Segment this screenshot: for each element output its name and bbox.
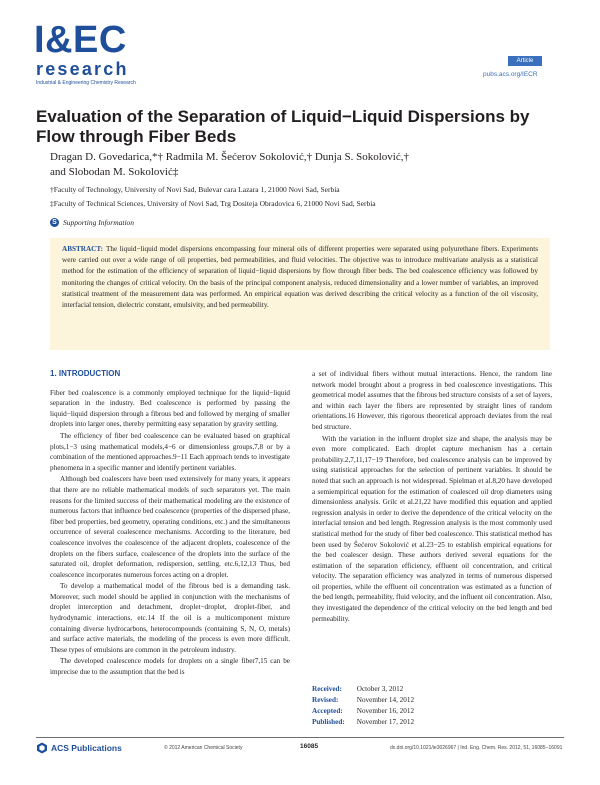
paragraph: To develop a mathematical model of the fibrous bed is a demanding task. Moreover, such model should be applied in conjunction with the mechanisms of droplet interception and detachment, droplet−droplet, droplet-fiber, and hydrodynamic interactions, etc.14 If the oil is a multicomponent mixture containing diverse hydrocarbons, heterocompounds (containing S, N, O, metals) and surface active materials, the modeling of the process is even more difficult. These types of emulsions are common in the petroleum industry. [50, 582, 290, 654]
supporting-info-link[interactable] [50, 218, 134, 227]
date-row [312, 695, 414, 706]
paragraph: With the variation in the influent droplet size and shape, the analysis may be even more complicated. Each droplet capture mechanism has a certain probability.2,7,11,17−19 Therefore, bed coalescence analysis can be improved by using statistical approaches for the selection of pertinent variables. It should be noted that such an approach is not widespread. Spielman et al.8,20 have developed a semiempirical equation for the estimation of coalesced oil drop diameters using dimensionless analysis. Grilc et al.21,22 have modified this equation and applied regression analysis in order to derive the dependence of the critical velocity on the interfacial tension and bed length. Regression analysis is the most commonly used statistical method for the study of fiber bed coalescence. This statistical method has been used by Šećerov Sokolović et al.23−25 to establish empirical equations for the bed coalescer design. These authors derived several equations for the estimation of the separation efficiency, effluent oil concentration, and critical velocity. The separation efficiency was analyzed in terms of numerous dispersed oil properties, while the effluent oil concentration was estimated as a function of the bed length, permeability, fluid velocity, and the influent oil concentration. Also, they investigated the dependence of the critical velocity on the bed length and bed permeability. [312, 434, 552, 623]
journal-logo: I&EC [34, 19, 127, 61]
date-label: Received: [312, 685, 342, 693]
date-value: November 14, 2012 [356, 696, 415, 704]
date-value: November 16, 2012 [356, 707, 415, 715]
journal-logo-research: research [36, 59, 129, 79]
paragraph: The efficiency of fiber bed coalescence can be evaluated based on graphical plots,1−3 using mathematical models,4−6 or dimensionless groups,7,8 or by a combination of the mentioned approaches.9−11 Each approach tends to investigate phenomena in a specific manner and identify pertinent variables. [50, 431, 290, 472]
paper-title: Evaluation of the Separation of Liquid−Liquid Dispersions by Flow through Fiber Beds [36, 107, 530, 146]
doi-citation[interactable]: dx.doi.org/10.1021/ie3026967 | Ind. Eng. Chem. Res. 2012, 51, 16085−16091 [390, 745, 563, 751]
publisher-name: ACS Publications [51, 743, 122, 753]
footer-divider [36, 737, 564, 738]
date-row [312, 684, 414, 695]
journal-url-link[interactable]: pubs.acs.org/IECR [483, 71, 538, 78]
affiliation-1: †Faculty of Technology, University of Novi Sad, Bulevar cara Lazara 1, 21000 Novi Sad, Serbia [50, 185, 340, 194]
section-heading: 1. INTRODUCTION [50, 369, 121, 378]
abstract-label: ABSTRACT: [62, 245, 104, 253]
abstract-text: The liquid−liquid model dispersions encompassing four mineral oils of different properties were separated using polyurethane fibers. Experiments were carried out over a wide range of oil properties, bed permeabilities, and fluid velocities. The objective was to introduce multivariate analysis as a statistical method for the estimation of the efficiency of separation of liquid−liquid dispersions by flow through fiber beds. The bed coalescence efficiency was followed by monitoring the changes of critical velocity. On the basis of the principal component analysis, reduced dimensionality and a lower number of variables, an improved statistical treatment of the measurement data was performed. An empirical equation was derived describing the critical velocity as a function of the oil viscosity, interfacial tension, dielectric constant, emulsivity, and bed permeability. [62, 245, 538, 310]
acs-publications-logo [36, 742, 122, 754]
journal-logo-subtitle: Industrial & Engineering Chemistry Research [36, 80, 136, 86]
date-label: Published: [312, 718, 345, 726]
date-label: Revised: [312, 696, 339, 704]
affiliation-2: ‡Faculty of Technical Sciences, University of Novi Sad, Trg Dositeja Obradovica 6, 21000 Novi Sad, Serbia [50, 199, 376, 208]
right-column [312, 369, 552, 625]
date-value: October 3, 2012 [356, 685, 404, 693]
paragraph: a set of individual fibers without mutual interactions. Hence, the random line network model brought about a progress in bed coalescence investigations. This geometrical model assumes that the fibrous bed structure consists of a set of layers, and within each layer the fibers are represented by straight lines of random orientations.16 However, this rigorous theoretical approach deviates from the real bed structure. [312, 370, 552, 431]
paragraph: The developed coalescence models for droplets on a single fiber7,15 can be imprecise due to the assumption that the bed is [50, 657, 290, 677]
copyright-notice: © 2012 American Chemical Society [164, 745, 243, 751]
author-line-1: Dragan D. Govedarica,*† Radmila M. Šećerov Sokolović,† Dunja S. Sokolović,† [50, 151, 409, 163]
abstract-box [50, 238, 550, 350]
date-label: Accepted: [312, 707, 343, 715]
article-type-badge: Article [508, 56, 542, 66]
author-list [50, 150, 530, 180]
date-value: November 17, 2012 [356, 718, 415, 726]
page-number: 16085 [300, 743, 319, 750]
article-history [312, 684, 414, 728]
paragraph: Fiber bed coalescence is a commonly employed technique for the liquid−liquid separation in the industry. Bed coalescence is performed by passing the liquid−liquid dispersion through a fibrous bed and followed by merging of smaller droplets into larger ones, thereby permitting easy separation by gravity settling. [50, 388, 290, 429]
acs-hexagon-icon [36, 742, 48, 754]
date-row [312, 717, 414, 728]
date-row [312, 706, 414, 717]
supporting-info-label: Supporting Information [63, 218, 135, 227]
info-icon: S [50, 218, 59, 227]
left-column [50, 369, 290, 679]
paragraph: Although bed coalescers have been used extensively for many years, it appears that there are no reliable mathematical models of such separators yet. The main reasons for the limited success of their mathematical modeling are the existence of numerous factors that influence bed coalescence (properties of the dispersed phase, fiber bed properties, bed geometry, operating conditions, etc.) and the simultaneous occurrence of several coalescence mechanisms. According to the literature, bed coalescence involves the coalescence of the adjacent droplets, coalescence of the droplets on the fibers surface, coalescence of the droplets into the surface of the saturated oil, droplet deformation, redispersion, settling, etc.6,12,13 Thus, bed coalescence incorporates numerous forces acting on a droplet. [50, 475, 290, 579]
author-line-2: and Slobodan M. Sokolović‡ [50, 166, 179, 178]
